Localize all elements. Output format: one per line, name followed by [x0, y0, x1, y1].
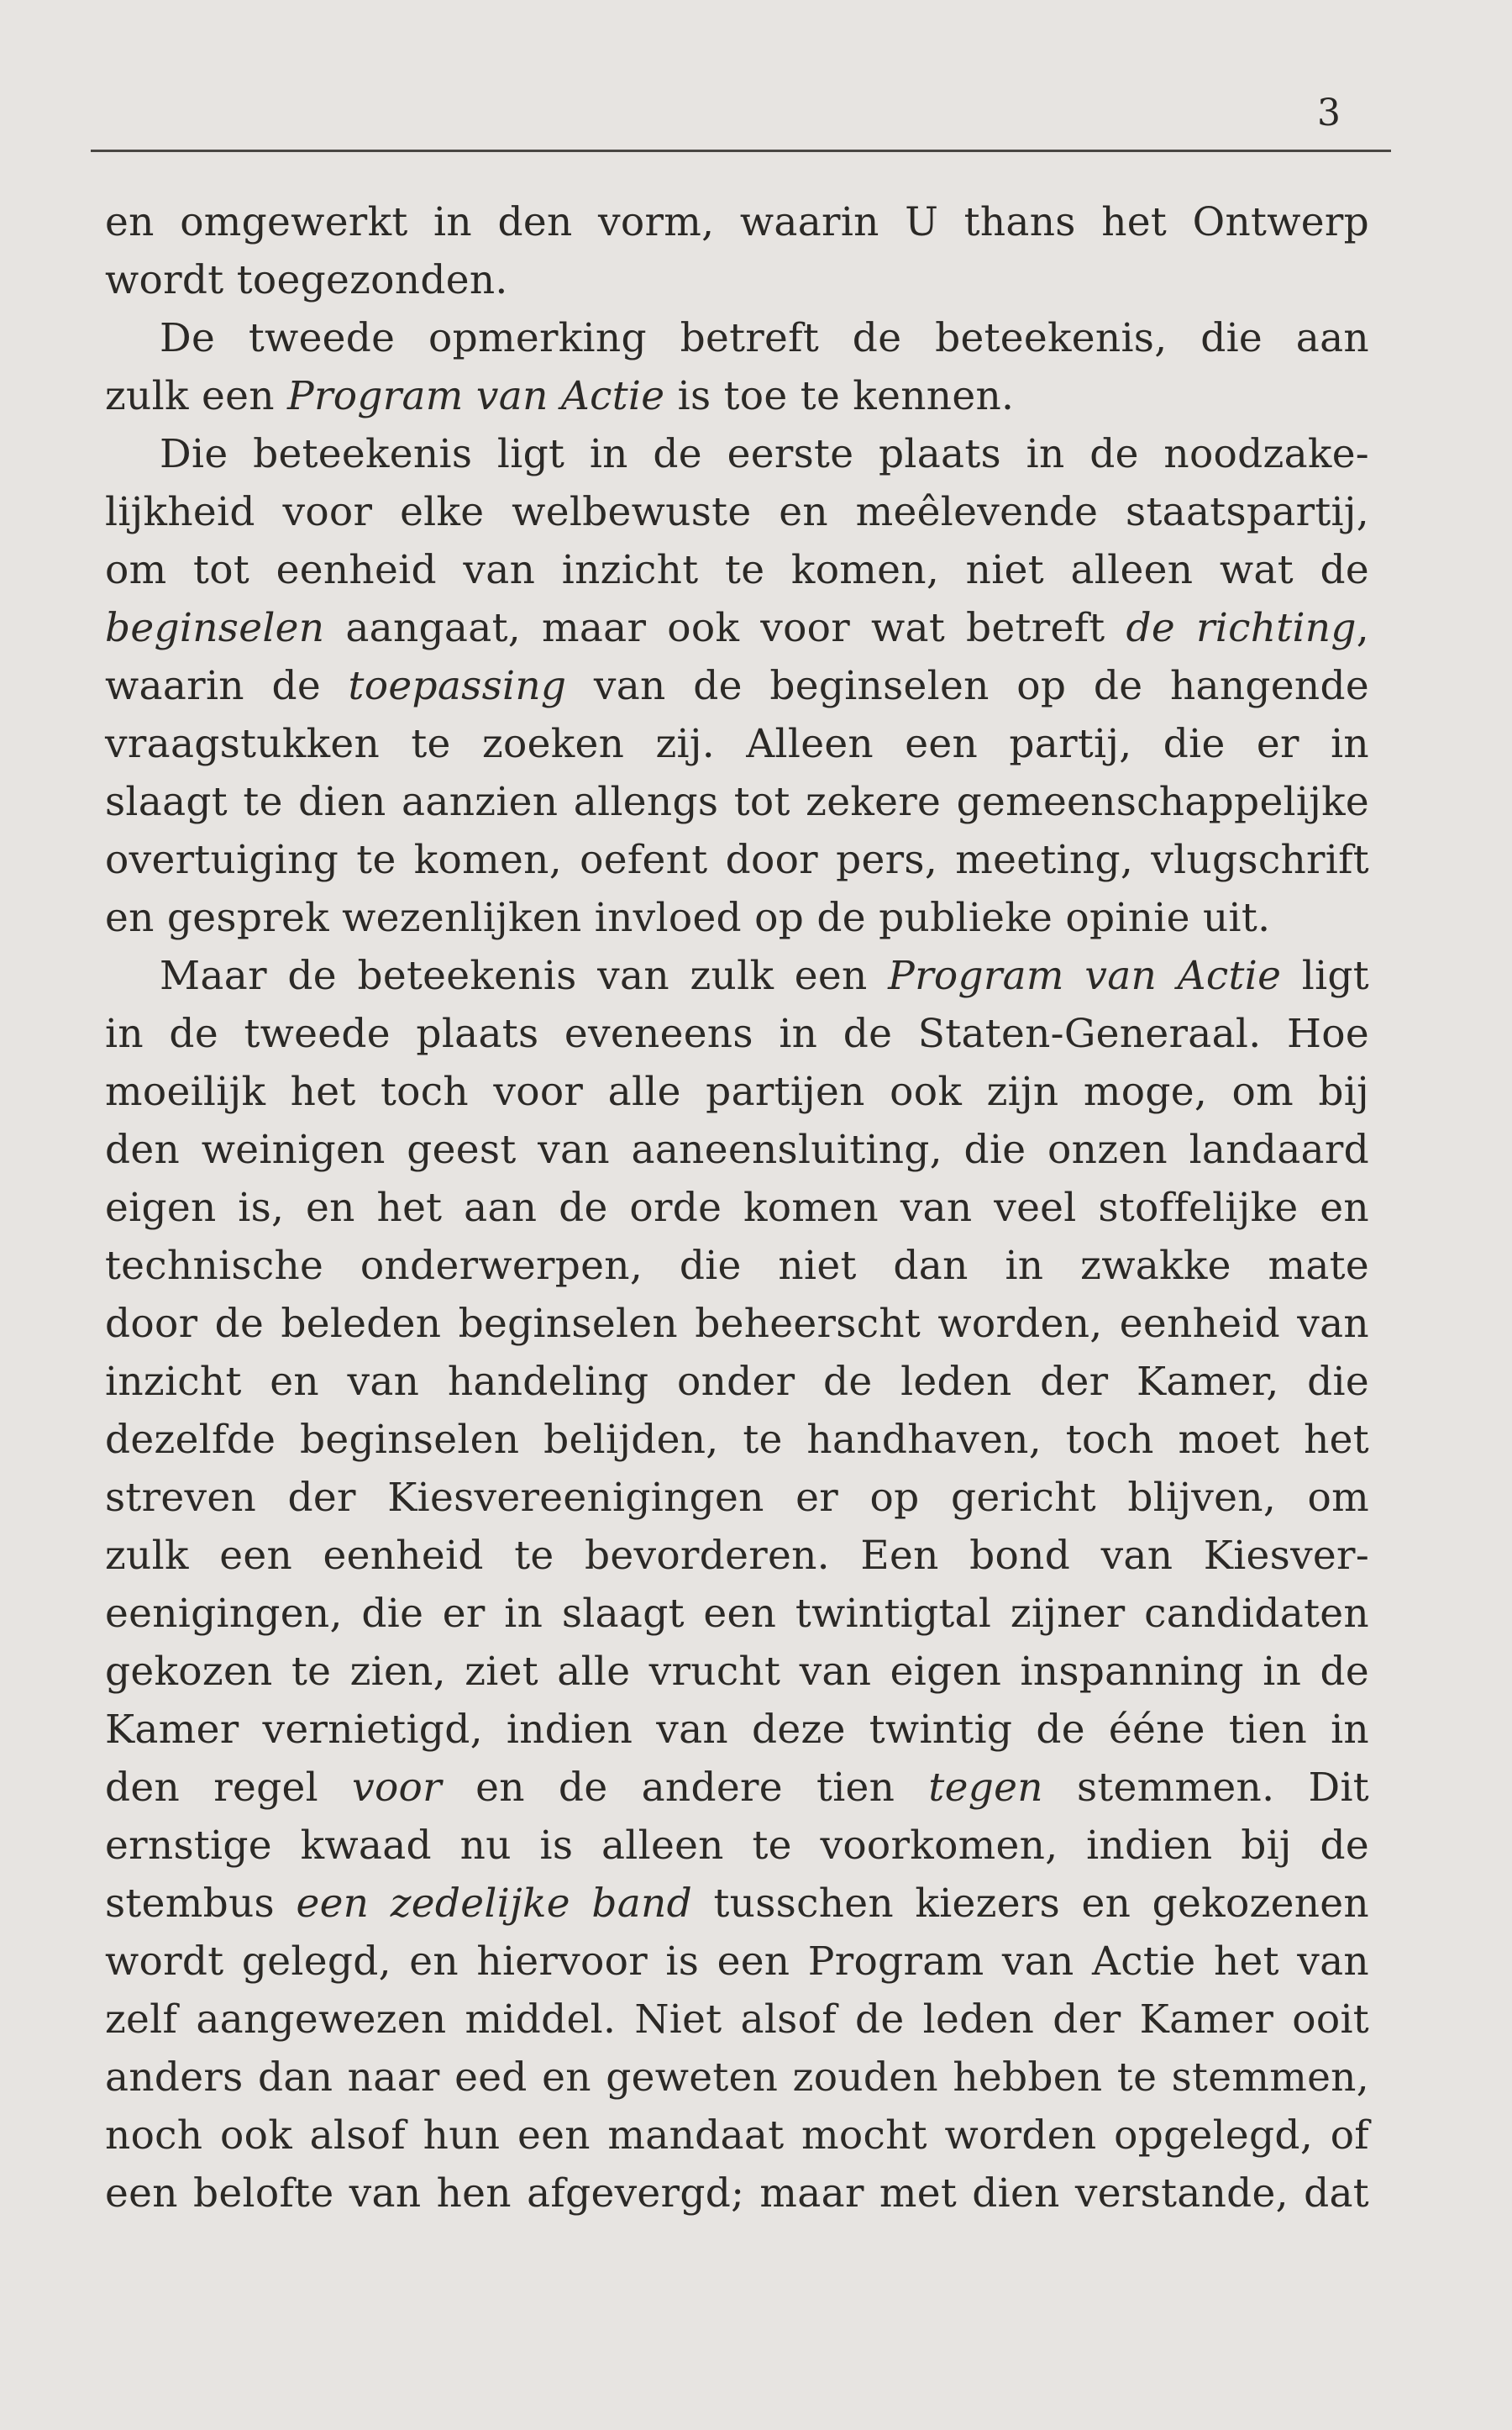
- text-line: Die beteekenis ligt in de eerste plaats in de noodzake-: [160, 431, 1369, 477]
- text-line: zulk een eenheid te bevorderen. Een bond van Kiesver-: [105, 1533, 1369, 1579]
- italic-phrase: de richting: [1126, 605, 1357, 651]
- text-line: eenigingen, die er in slaagt een twintigtal zijner candidaten: [105, 1591, 1369, 1637]
- text-line: den weinigen geest van aaneensluiting, die onzen landaard: [105, 1127, 1369, 1173]
- page-number: 3: [1317, 92, 1341, 134]
- text-segment: waarin de: [105, 663, 349, 709]
- text-line: eigen is, en het aan de orde komen van veel stoffelijke en: [105, 1185, 1369, 1231]
- text-line: slaagt te dien aanzien allengs tot zekere gemeenschappelijke: [105, 779, 1369, 825]
- text-line: en omgewerkt in den vorm, waarin U thans het Ontwerp: [105, 199, 1369, 245]
- text-line: moeilijk het toch voor alle partijen ook zijn moge, om bij: [105, 1069, 1369, 1115]
- header-rule: [91, 150, 1391, 152]
- text-segment: aangaat, maar ook voor wat betreft: [324, 605, 1126, 651]
- text-segment: stemmen. Dit: [1042, 1765, 1369, 1811]
- italic-phrase: tegen: [928, 1765, 1043, 1811]
- text-line: [105, 947, 1369, 1005]
- text-segment: van de beginselen op de hangende: [566, 663, 1369, 709]
- text-line: Kamer vernietigd, indien van deze twintig de ééne tien in: [105, 1707, 1369, 1753]
- text-line: streven der Kiesvereenigingen er op gericht blijven, om: [105, 1475, 1369, 1521]
- text-line: [105, 657, 1369, 715]
- text-line: in de tweede plaats eveneens in de Staten-Generaal. Hoe: [105, 1011, 1369, 1057]
- italic-phrase: toepassing: [348, 663, 567, 709]
- italic-phrase: Program van Actie: [287, 373, 665, 419]
- text-line: anders dan naar eed en geweten zouden hebben te stemmen,: [105, 2054, 1369, 2101]
- text-segment: zulk een: [105, 373, 288, 419]
- text-line: noch ook alsof hun een mandaat mocht worden opgelegd, of: [105, 2112, 1369, 2159]
- text-line: en gesprek wezenlijken invloed op de publieke opinie uit.: [105, 895, 1271, 941]
- text-line: De tweede opmerking betreft de beteekenis, die aan: [160, 315, 1369, 361]
- text-line: [105, 1875, 1369, 1933]
- text-segment: Maar de beteekenis van zulk een: [160, 953, 889, 999]
- text-line: ernstige kwaad nu is alleen te voorkomen, indien bij de: [105, 1822, 1369, 1869]
- italic-phrase: een zedelijke band: [296, 1880, 692, 1927]
- text-segment: is toe te kennen.: [664, 373, 1015, 419]
- text-segment: tusschen kiezers en gekozenen: [692, 1880, 1369, 1927]
- text-line: vraagstukken te zoeken zij. Alleen een partij, die er in: [105, 721, 1369, 767]
- text-line: lijkheid voor elke welbewuste en meêlevende staatspartij,: [105, 489, 1369, 535]
- text-segment: ,: [1356, 605, 1369, 651]
- text-line: zelf aangewezen middel. Niet alsof de leden der Kamer ooit: [105, 1996, 1369, 2043]
- text-line: om tot eenheid van inzicht te komen, niet alleen wat de: [105, 547, 1369, 593]
- body-text: [105, 193, 1369, 2222]
- text-line: wordt gelegd, en hiervoor is een Program van Actie het van: [105, 1938, 1369, 1985]
- text-line: [105, 599, 1369, 657]
- text-line: [105, 1759, 1369, 1817]
- text-line: dezelfde beginselen belijden, te handhaven, toch moet het: [105, 1417, 1369, 1463]
- text-line: gekozen te zien, ziet alle vrucht van eigen inspanning in de: [105, 1649, 1369, 1695]
- italic-phrase: Program van Actie: [888, 953, 1282, 999]
- text-segment: den regel: [105, 1765, 353, 1811]
- text-line: [105, 367, 1369, 425]
- italic-phrase: voor: [352, 1765, 442, 1811]
- text-line: inzicht en van handeling onder de leden der Kamer, die: [105, 1359, 1369, 1405]
- text-segment: stembus: [105, 1880, 297, 1927]
- italic-phrase: beginselen: [105, 605, 325, 651]
- text-line: wordt toegezonden.: [105, 257, 508, 303]
- text-line: door de beleden beginselen beheerscht worden, eenheid van: [105, 1301, 1369, 1347]
- text-line: een belofte van hen afgevergd; maar met dien verstande, dat: [105, 2170, 1369, 2217]
- text-line: technische onderwerpen, die niet dan in zwakke mate: [105, 1243, 1369, 1289]
- text-line: overtuiging te komen, oefent door pers, meeting, vlugschrift: [105, 837, 1369, 883]
- text-segment: en de andere tien: [441, 1765, 929, 1811]
- text-segment: ligt: [1281, 953, 1369, 999]
